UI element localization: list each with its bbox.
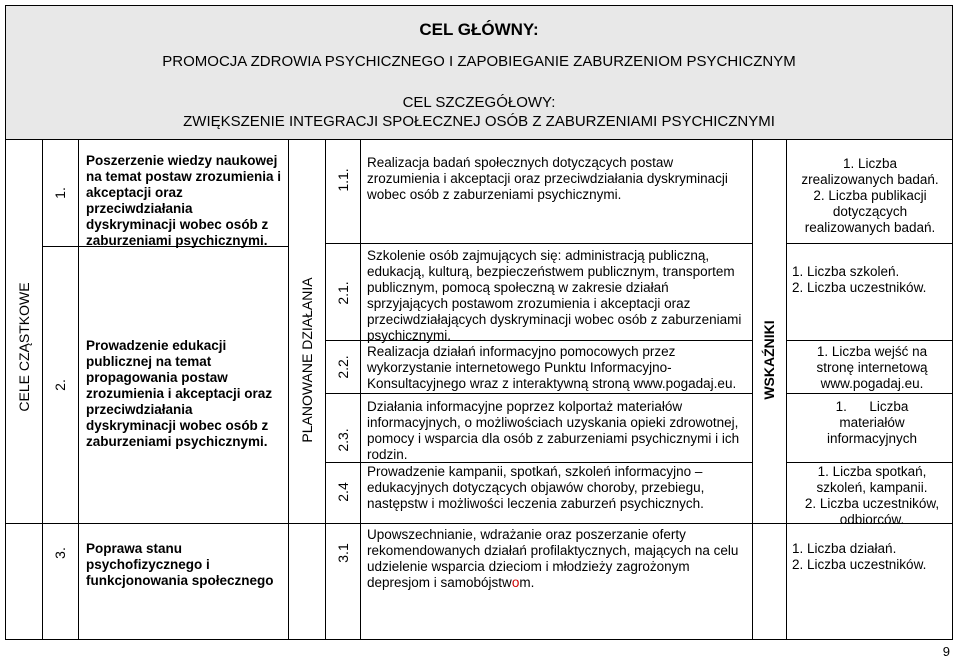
action-text-part: m. [519, 575, 535, 590]
indicators-label: WSKAŹNIKI [761, 320, 777, 400]
goal-number: 3. [52, 547, 68, 559]
indicator-line: 1. Liczba działań. [792, 541, 897, 556]
main-goal: PROMOCJA ZDROWIA PSYCHICZNEGO I ZAPOBIEGANIE ZABURZENIOM PSYCHICZNYM [162, 53, 796, 70]
header-box [5, 5, 953, 140]
indicator-line: 1. Liczba [835, 399, 909, 414]
action-number: 2.2. [335, 355, 351, 379]
action-number: 1.1. [335, 168, 351, 192]
indicator-cell [792, 344, 952, 392]
goal-text: Poszerzenie wiedzy naukowej na temat postaw zrozumienia i akceptacji oraz przeciwdziałania dyskryminacji wobec osób z zaburzeniami psychicznymi. [86, 153, 282, 248]
indicator-line: 1. Liczba [842, 156, 898, 171]
indicator-line: 2. Liczba uczestników. [792, 557, 927, 572]
indicator-line: 1. Liczba szkoleń. [792, 264, 900, 279]
action-text-part: Upowszechnianie, wdrażanie oraz poszerzanie oferty rekomendowanych działań profilaktycznych, mających na celu udzielenie wsparcia dzieciom i młodzieży zagrożonym depresjom i samobójstw [367, 527, 739, 590]
goal-text: Prowadzenie edukacji publicznej na temat propagowania postaw zrozumienia i akceptacji oraz przeciwdziałania dyskryminacji wobec osób z zaburzeniami psychicznymi. [86, 338, 273, 449]
indicator-cell [790, 156, 950, 236]
indicator-line: dotyczących [832, 204, 908, 219]
indicator-cell [792, 264, 952, 296]
goal-number: 1. [52, 187, 68, 199]
page-number: 9 [942, 644, 950, 659]
action-text: Działania informacyjne poprzez kolportaż materiałów informacyjnych, o możliwościach uzyskania opieki zdrowotnej, pomocy i wsparcia dla osób z zaburzeniami psychicznymi i ich rodzin. [367, 399, 740, 462]
indicator-line: odbiorców. [839, 512, 905, 527]
action-text [367, 527, 749, 591]
indicator-line: informacyjnych [826, 431, 918, 446]
indicator-line: www.pogadaj.eu. [820, 376, 924, 391]
action-number: 2.4 [335, 482, 351, 502]
indicator-line: szkoleń, kampanii. [816, 480, 928, 495]
indicator-line: 2. Liczba uczestników. [792, 280, 927, 295]
indicator-cell [792, 541, 952, 573]
action-text: Realizacja działań informacyjno pomocowych przez wykorzystanie internetowego Punktu Informacyjno-Konsultacyjnego wraz z interaktywną stroną www.pogadaj.eu. [367, 344, 737, 391]
indicator-cell [792, 399, 952, 447]
indicator-line: 2. Liczba uczestników, [804, 496, 940, 511]
indicator-line: realizowanych badań. [804, 220, 936, 235]
indicator-line: zrealizowanych badań. [801, 172, 939, 187]
indicator-line: 1. Liczba spotkań, [817, 464, 927, 479]
indicator-line: stronę internetową [816, 360, 928, 375]
indicator-line: 2. Liczba publikacji [813, 188, 927, 203]
goal-text: Poprawa stanu psychofizycznego i funkcjonowania społecznego [86, 541, 274, 588]
action-text-highlight: o [511, 575, 520, 590]
indicator-line: materiałów [839, 415, 905, 430]
specific-goal: ZWIĘKSZENIE INTEGRACJI SPOŁECZNEJ OSÓB Z ZABURZENIAMI PSYCHICZNYMI [183, 113, 775, 130]
action-number: 2.3. [335, 428, 351, 452]
indicator-cell [792, 464, 952, 528]
main-goal-label: CEL GŁÓWNY: [419, 20, 539, 39]
action-number: 3.1 [335, 543, 351, 563]
specific-goal-label: CEL SZCZEGÓŁOWY: [402, 94, 556, 111]
action-text: Prowadzenie kampanii, spotkań, szkoleń informacyjno – edukacyjnych dotyczących objawów choroby, przebiegu, następstw i możliwości leczenia zaburzeń psychicznych. [367, 464, 705, 511]
action-text: Szkolenie osób zajmujących się: administracją publiczną, edukacją, kulturą, bezpieczeństwem publicznym, transportem publicznym, pomocą społeczną w zakresie działań sprzyjających postawom zrozumienia i akceptacji oraz przeciwdziałających dyskryminacji wobec osób z zaburzeniami psychicznymi. [367, 248, 742, 343]
action-text: Realizacja badań społecznych dotyczących postaw zrozumienia i akceptacji oraz przeciwdziałania dyskryminacji wobec osób z zaburzeniami psychicznymi. [367, 155, 728, 202]
action-number: 2.1. [335, 281, 351, 305]
indicator-line: 1. Liczba wejść na [816, 344, 928, 359]
goal-number: 2. [52, 379, 68, 391]
planned-actions-label: PLANOWANE DZIAŁANIA [299, 277, 315, 443]
partial-goals-label: CELE CZĄSTKOWE [16, 282, 32, 412]
